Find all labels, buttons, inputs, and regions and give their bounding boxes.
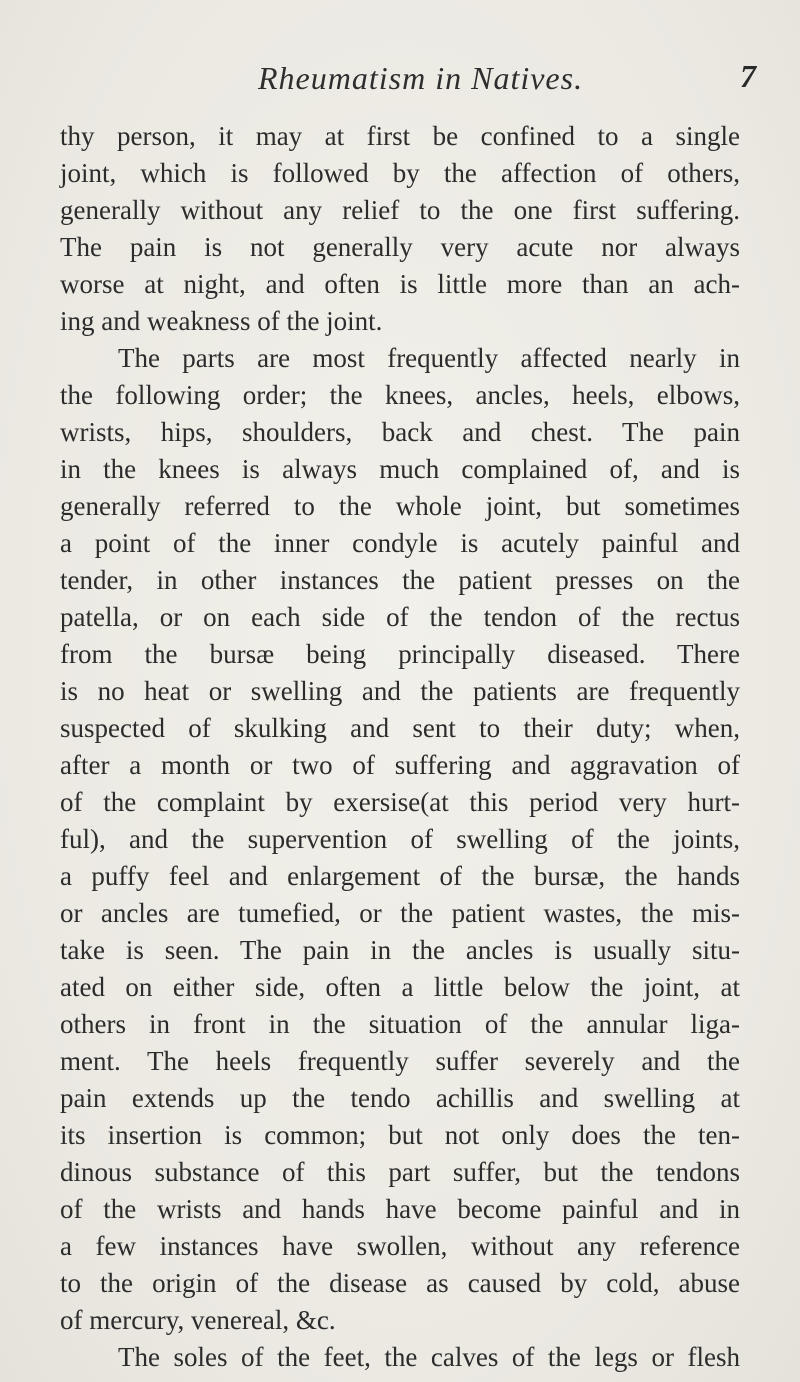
text-line: thy person, it may at first be confined to a single: [60, 121, 740, 151]
running-head-title: Rheumatism in Natives.: [258, 60, 584, 96]
text-line: is no heat or swelling and the patients are frequently: [60, 676, 740, 706]
text-line: after a month or two of suffering and aggravation of: [60, 750, 740, 780]
text-line: ing and weakness of the joint.: [60, 306, 383, 336]
text-line: ful), and the supervention of swelling of the joints,: [60, 824, 740, 854]
text-line: to the origin of the disease as caused by cold, abuse: [60, 1268, 740, 1298]
text-line: a few instances have swollen, without any reference: [60, 1231, 740, 1261]
text-line: or ancles are tumefied, or the patient wastes, the mis-: [60, 898, 740, 928]
text-line: worse at night, and often is little more than an ach-: [60, 269, 740, 299]
text-line: a puffy feel and enlargement of the bursæ, the hands: [60, 861, 740, 891]
text-line: a point of the inner condyle is acutely painful and: [60, 528, 740, 558]
text-line: take is seen. The pain in the ancles is usually situ-: [60, 935, 740, 965]
text-line: patella, or on each side of the tendon of the rectus: [60, 602, 740, 632]
text-line: of mercury, venereal, &c.: [60, 1305, 336, 1335]
text-line: joint, which is followed by the affection of others,: [60, 158, 740, 188]
text-line: ated on either side, often a little below the joint, at: [60, 972, 740, 1002]
text-line: others in front in the situation of the annular liga-: [60, 1009, 740, 1039]
page-number: 7: [740, 58, 756, 94]
text-line: generally referred to the whole joint, but sometimes: [60, 491, 740, 521]
text-line: tender, in other instances the patient presses on the: [60, 565, 740, 595]
text-line: the following order; the knees, ancles, heels, elbows,: [60, 380, 740, 410]
text-line: its insertion is common; but not only does the ten-: [60, 1120, 740, 1150]
text-line: suspected of skulking and sent to their duty; when,: [60, 713, 740, 743]
text-line: The pain is not generally very acute nor always: [60, 232, 740, 262]
text-line: wrists, hips, shoulders, back and chest. The pain: [60, 417, 740, 447]
text-line: generally without any relief to the one first suffering.: [60, 195, 740, 225]
text-line: ment. The heels frequently suffer severely and the: [60, 1046, 740, 1076]
text-line: of the wrists and hands have become painful and in: [60, 1194, 740, 1224]
text-line: pain extends up the tendo achillis and swelling at: [60, 1083, 740, 1113]
paragraph-start-line: The soles of the feet, the calves of the legs or flesh: [118, 1342, 740, 1372]
text-line: of the complaint by exersise(at this period very hurt-: [60, 787, 740, 817]
text-line: dinous substance of this part suffer, but the tendons: [60, 1157, 740, 1187]
running-head: [0, 60, 800, 100]
paragraph-start-line: The parts are most frequently affected nearly in: [118, 343, 740, 373]
text-line: in the knees is always much complained of, and is: [60, 454, 740, 484]
text-line: from the bursæ being principally diseased. There: [60, 639, 740, 669]
